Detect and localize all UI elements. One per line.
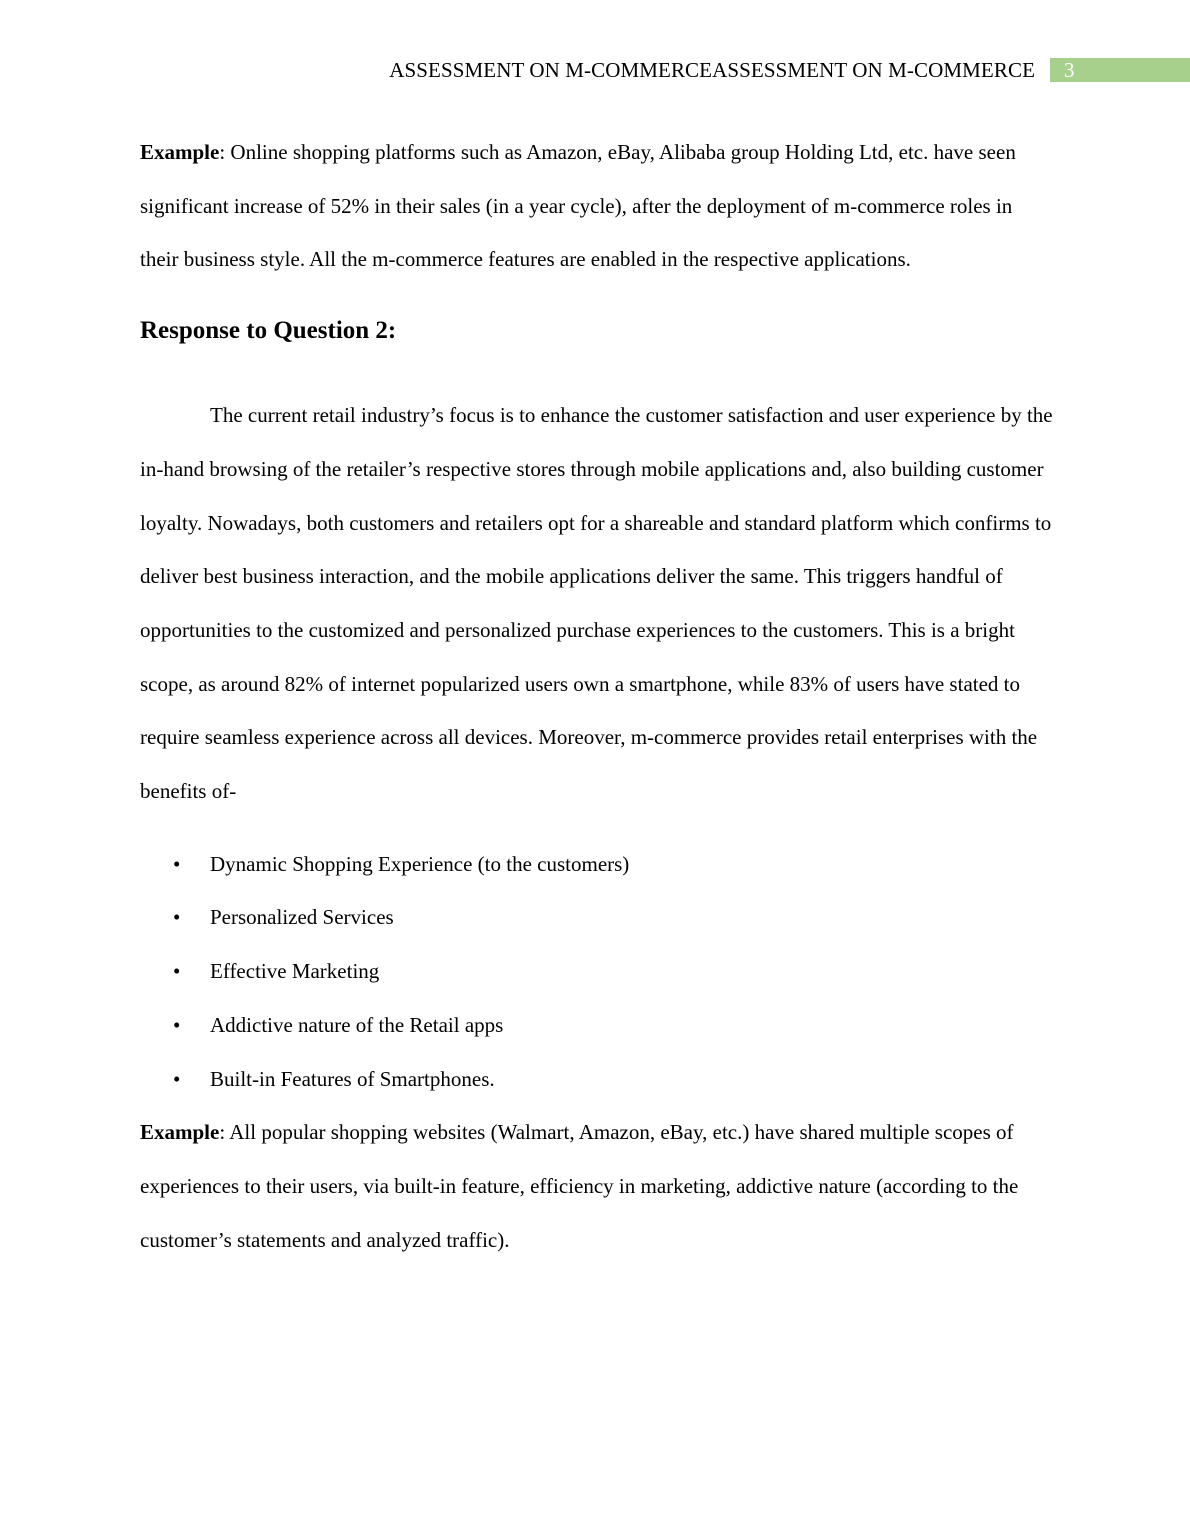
page-number: 3 [1064,58,1075,82]
list-item-text: Personalized Services [210,905,394,930]
bullet-icon: • [173,851,181,876]
list-item-text: Addictive nature of the Retail apps [210,1012,504,1037]
list-item [140,891,1055,945]
list-item [140,999,1055,1053]
list-item-text: Dynamic Shopping Experience (to the customers) [210,851,630,876]
example-text: : All popular shopping websites (Walmart, Amazon, eBay, etc.) have shared multiple scopes of experiences to their users, via built-in feature, efficiency in marketing, addictive nature (according to the customer’s statements and analyzed traffic). [140,1120,1019,1252]
page-header [0,57,1190,84]
list-item [140,945,1055,999]
bullet-icon: • [173,905,181,930]
benefits-list [140,838,1055,1107]
example-label: Example [140,140,220,164]
document-body [140,126,1055,1267]
example-text: : Online shopping platforms such as Amazon, eBay, Alibaba group Holding Ltd, etc. have seen significant increase of 52% in their sales (in a year cycle), after the deployment of m-commerce roles in their business style. All the m-commerce features are enabled in the respective applications. [140,140,1016,272]
example-paragraph-1 [140,126,1055,287]
list-item-text: Built-in Features of Smartphones. [210,1066,495,1091]
list-item-text: Effective Marketing [210,959,380,984]
section-heading: Response to Question 2: [140,317,397,345]
list-item [140,1053,1055,1107]
bullet-icon: • [173,1012,181,1037]
example-label: Example [140,1120,220,1145]
page-number-box [1050,58,1190,82]
bullet-icon: • [173,1066,181,1091]
running-head: ASSESSMENT ON M-COMMERCEASSESSMENT ON M-COMMERCE [389,58,1035,82]
heading-spacer [140,351,1055,389]
list-item [140,838,1055,892]
example-paragraph-2 [140,1106,1055,1267]
body-paragraph: The current retail industry’s focus is to enhance the customer satisfaction and user experience by the in-hand browsing of the retailer’s respective stores through mobile applications and, also building customer loyalty. Nowadays, both customers and retailers opt for a shareable and standard platform which confirms to deliver best business interaction, and the mobile applications deliver the same. This triggers handful of opportunities to the customized and personalized purchase experiences to the customers. This is a bright scope, as around 82% of internet popularized users own a smartphone, while 83% of users have stated to require seamless experience across all devices. Moreover, m-commerce provides retail enterprises with the benefits of- [140,403,1053,804]
bullet-icon: • [173,959,181,984]
